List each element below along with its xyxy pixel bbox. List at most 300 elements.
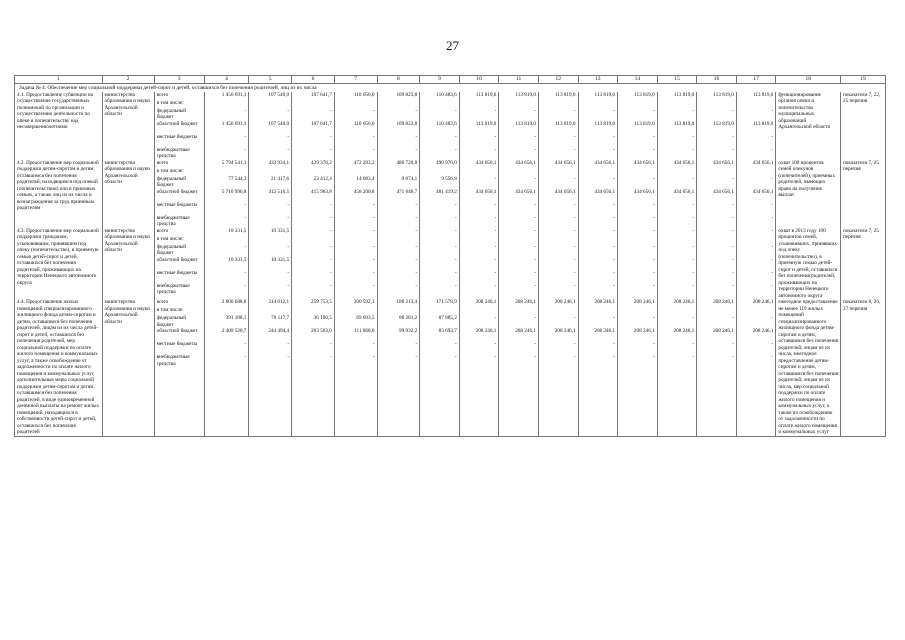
column-number: 13 [578,76,618,84]
funding-amount: 70 117,7 [271,315,290,322]
funding-amount: - [692,146,695,153]
funding-amount: - [372,269,375,276]
funding-amount: - [652,201,655,208]
funding-amount-column [618,299,658,436]
funding-amount [699,168,734,176]
funding-amount: - [573,214,576,221]
funding-amount: - [330,354,332,361]
funding-amount: - [372,146,375,153]
funding-amount: 434 656,1 [713,159,734,166]
funding-amount: - [330,107,332,114]
funding-amount: - [652,269,655,276]
funding-amount: 434 656,1 [633,159,655,166]
funding-amount: - [287,214,290,221]
funding-amount [207,100,247,108]
funding-amount-column [249,160,292,228]
funding-amount: - [415,201,418,208]
funding-amount: 208 246,1 [633,299,655,306]
funding-amount: - [287,243,290,250]
funding-amount: 471 646,7 [396,188,418,195]
funding-amount: 10 331,5 [270,227,290,234]
funding-amount: 434 656,1 [673,159,695,166]
task-title: Задача № 4. Обеспечение мер социальной поддержки детей-сирот и детей, оставшихся без попечения родителей, лиц из их числа [15,83,886,92]
activity-row [15,228,886,300]
funding-amount [581,100,616,108]
funding-amount [207,236,247,244]
funding-source-label: в том числе: [156,99,184,106]
funding-amount: - [287,282,290,289]
funding-amount: - [494,341,497,348]
funding-amount: - [652,243,655,250]
expected-result: охват в 2013 году 100 процентов семей, усыновивших, принявших под опеку (попечительство), в приемную семью детей-сирот и детей, оставшихся без попечения родителей, проживающих на территории Ненецкого автономного округа [776,228,841,300]
activity-row [15,160,886,228]
funding-amount: - [771,201,774,208]
funding-amount: - [455,201,457,208]
funding-amount-column [204,299,249,436]
funding-amount: 69 693,5 [356,315,375,322]
funding-amount: - [330,201,332,208]
column-number: 6 [292,76,335,84]
funding-amount: 200 592,1 [353,299,375,306]
funding-amount [422,168,457,176]
funding-amount: - [771,354,774,361]
funding-amount: 113 819,0 [554,120,576,127]
funding-amount: - [652,256,655,263]
funding-amount [501,168,536,176]
funding-amount: - [415,341,418,348]
funding-amount: 434 656,1 [515,159,536,166]
funding-amount: - [534,315,536,322]
funding-amount: 109 823,8 [396,91,418,98]
funding-amount: 208 246,1 [554,328,576,335]
funding-amount-column [459,228,499,300]
funding-amount: - [613,269,616,276]
funding-amount [581,168,616,176]
funding-amount-column [578,92,618,160]
funding-amount: - [244,269,247,276]
funding-source-label: внебюджетные средства [156,146,190,160]
funding-amount: - [287,341,290,348]
funding-amount-column [204,228,249,300]
funding-amount [462,168,497,176]
funding-amount: 9 074,1 [401,175,418,182]
funding-amount [541,236,576,244]
activity-executor: министерство образования и науки Архангельской области [102,160,154,228]
funding-amount-column [697,160,737,228]
column-number: 15 [657,76,697,84]
funding-amount-column [334,228,377,300]
funding-amount: - [613,107,616,114]
funding-amount: - [771,256,774,263]
funding-amount: 203 563,0 [311,328,332,335]
funding-amount: 107 540,0 [268,91,290,98]
funding-amount: - [573,282,576,289]
funding-amount [699,307,734,315]
column-number: 8 [377,76,420,84]
funding-amount-column [657,299,697,436]
funding-amount-column [420,299,460,436]
funding-amount: - [494,146,497,153]
funding-amount: 208 246,1 [713,328,734,335]
funding-amount: - [244,146,247,153]
funding-amount: 244 494,4 [268,328,290,335]
funding-amount: - [534,341,536,348]
funding-amount: - [692,243,695,250]
funding-amount: - [244,354,247,361]
funding-amount-column [377,160,420,228]
activity-executor: министерство образования и науки Архангельской области [102,228,154,300]
funding-source-label: федеральный бюджет [156,175,187,189]
funding-amount: 434 656,1 [594,159,616,166]
funding-source-label: всего [156,159,169,166]
activity-row [15,92,886,160]
funding-amount-column [249,228,292,300]
funding-amount: - [732,214,734,221]
funding-amount: - [455,354,457,361]
funding-amount: 110 656,0 [353,120,375,127]
funding-amount-column [618,92,658,160]
funding-amount: - [732,315,734,322]
funding-source-label: областной бюджет [156,256,198,263]
funding-amount: - [771,341,774,348]
funding-amount: - [692,282,695,289]
funding-amount: - [771,227,774,234]
funding-sources [154,228,204,300]
column-number: 14 [618,76,658,84]
funding-amount [380,307,418,315]
funding-amount: - [330,256,332,263]
funding-amount: - [494,256,497,263]
funding-amount: 110 656,0 [353,91,375,98]
funding-amount: 113 819,0 [713,120,734,127]
funding-amount: 83 693,7 [438,328,457,335]
funding-amount: - [534,354,536,361]
funding-amount [501,307,536,315]
funding-amount: 10 331,5 [270,256,290,263]
funding-amount: - [732,282,734,289]
funding-amount: 208 246,1 [554,299,576,306]
funding-amount: - [244,243,247,250]
funding-source-label: внебюджетные средства [156,354,190,367]
funding-amount: 415 963,8 [311,188,332,195]
funding-amount [422,236,457,244]
target-indicator: показатели 7, 22, 25 перечня [841,92,886,160]
funding-amount [620,100,655,108]
funding-amount: - [732,201,734,208]
funding-amount-column [618,228,658,300]
funding-amount: 87 885,2 [438,315,457,322]
funding-amount-column [459,299,499,436]
funding-source-label: областной бюджет [156,188,198,195]
funding-amount: - [494,354,497,361]
funding-amount: - [287,146,290,153]
funding-amount-column [420,228,460,300]
funding-amount: 113 819,0 [594,91,616,98]
funding-amount: - [732,133,734,140]
funding-amount: - [455,256,457,263]
funding-amount: - [372,354,375,361]
funding-amount-column [736,92,776,160]
funding-amount: - [771,269,774,276]
funding-amount-column [697,228,737,300]
funding-amount: - [330,227,332,234]
funding-amount: 208 246,1 [673,328,695,335]
funding-amount: - [372,214,375,221]
funding-amount: - [613,282,616,289]
funding-amount: 88 281,2 [399,315,418,322]
funding-source-label: местные бюджеты [156,269,198,276]
funding-amount: 113 819,0 [752,91,774,98]
activity-name: 4.4. Предоставление жилых помещений специализированного жилищного фонда детям-сиротам и детям, оставшимся без попечения родителей, лицам из их числа детей-сирот и детей, оставшихся без попечения родителей, мер социальной поддержки по оплате жилого помещения и коммунальных услуг, а также освобождение от задолженности по оплате жилого помещения и коммунальных услуг, дополнительные меры социальной поддержки детям-сиротам и детям, оставшимся без попечения родителей, в виде единовременной денежной выплаты на ремонт жилых помещений, находящихся в собственности детей-сирот и детей, оставшихся без попечения родителей [15,299,103,436]
funding-amount: - [534,282,536,289]
funding-amount: - [732,227,734,234]
funding-amount: - [244,201,247,208]
funding-amount-column [657,228,697,300]
target-indicator: показатели 7, 25 перечня [841,228,886,300]
funding-amount: - [534,201,536,208]
funding-amount: 113 819,0 [515,91,536,98]
funding-amount: 208 246,1 [752,299,774,306]
funding-source-label: местные бюджеты [156,341,198,348]
funding-amount: - [613,243,616,250]
funding-amount [337,307,375,315]
funding-amount [620,307,655,315]
funding-amount: - [613,201,616,208]
funding-amount-column [499,160,539,228]
funding-amount: 208 246,1 [475,328,497,335]
activity-row [15,299,886,436]
funding-amount-column [578,228,618,300]
column-number: 5 [249,76,292,84]
funding-amount-column [334,160,377,228]
funding-amount [380,236,418,244]
funding-source-label: федеральный бюджет [156,107,187,121]
funding-amount: 458 200,8 [353,188,375,195]
funding-amount: 171 578,9 [436,299,457,306]
funding-amount: - [455,214,457,221]
funding-amount: 434 656,1 [594,188,616,195]
funding-amount [699,236,734,244]
funding-amount-column [377,299,420,436]
funding-amount: - [692,227,695,234]
funding-amount [739,307,774,315]
funding-amount: 10 331,5 [228,256,247,263]
funding-amount: 113 819,0 [752,120,774,127]
funding-amount-column [420,92,460,160]
funding-amount-column [618,160,658,228]
funding-amount: 412 516,5 [268,188,290,195]
funding-amount-column [736,160,776,228]
funding-amount: - [732,175,734,182]
funding-amount [337,100,375,108]
funding-amount: - [692,107,695,114]
funding-amount: - [372,227,375,234]
table-body [15,76,886,437]
funding-amount: 111 868,6 [354,328,375,335]
funding-amount: - [494,315,497,322]
funding-amount: - [613,146,616,153]
column-number: 7 [334,76,377,84]
funding-amount-column [459,160,499,228]
funding-amount: - [771,133,774,140]
funding-amount: - [415,269,418,276]
funding-amount: 113 819,0 [634,91,655,98]
funding-amount: - [652,227,655,234]
funding-amount: 113 819,0 [634,120,655,127]
funding-amount: 391 108,1 [225,315,247,322]
expected-result: ежегодное предоставление не менее 119 жилых помещений специализированного жилищного фонда детям-сиротам и детям, оставшимся без попечения родителей, лицам из их числа, ежегодное предоставление детям-сиротам и детям, оставшимся без попечения родителей, лицам из их числа, мер социальной поддержки по оплате жилого помещения и коммунальных услуг, а также по освобождению от задолженности по оплате жилого помещения и коммунальных услуг [776,299,841,436]
column-number: 19 [841,76,886,84]
funding-amount-column [334,92,377,160]
funding-amount: 36 190,5 [313,315,332,322]
funding-amount: - [372,256,375,263]
funding-amount: 113 819,0 [554,91,576,98]
funding-amount [660,100,695,108]
funding-amount-column [204,92,249,160]
column-number: 9 [420,76,460,84]
funding-amount: 110 483,6 [436,91,457,98]
funding-amount: - [573,341,576,348]
funding-amount-column [420,160,460,228]
task-header-row [15,83,886,92]
funding-amount-column [377,228,420,300]
funding-amount: - [573,201,576,208]
funding-amount: - [330,214,332,221]
funding-amount: - [613,175,616,182]
funding-amount: - [534,214,536,221]
funding-amount: - [732,269,734,276]
funding-amount: - [573,175,576,182]
funding-amount: - [494,175,497,182]
funding-amount: - [415,146,418,153]
funding-amount-column [697,299,737,436]
funding-amount: 433 934,1 [268,159,290,166]
funding-amount: 23 412,4 [313,175,332,182]
funding-amount: - [372,107,375,114]
funding-amount: 113 819,0 [475,91,497,98]
funding-amount: - [732,107,734,114]
funding-amount-column [538,160,578,228]
funding-amount: - [573,107,576,114]
funding-sources [154,160,204,228]
funding-amount: 1 456 691,1 [221,120,247,127]
funding-amount: 434 656,1 [752,188,774,195]
funding-amount: 107 641,7 [311,120,332,127]
funding-amount [337,236,375,244]
funding-amount-column [578,160,618,228]
funding-source-label: в том числе: [156,235,184,242]
funding-amount: - [652,354,655,361]
funding-amount: 113 819,0 [475,120,497,127]
funding-amount-column [459,92,499,160]
funding-amount: - [244,282,247,289]
funding-amount: - [455,243,457,250]
funding-amount [294,168,332,176]
funding-amount: - [732,256,734,263]
funding-source-label: всего [156,299,169,306]
funding-amount: - [330,282,332,289]
funding-amount: 208 246,1 [633,328,655,335]
funding-source-label: в том числе: [156,167,184,174]
funding-amount-column [499,92,539,160]
funding-amount: 472 283,2 [353,159,375,166]
funding-amount [620,168,655,176]
funding-amount: 208 246,1 [594,299,616,306]
funding-amount: - [613,133,616,140]
funding-amount: 208 246,1 [713,299,734,306]
funding-amount: - [372,243,375,250]
funding-amount: - [692,269,695,276]
funding-amount: 208 246,1 [515,299,536,306]
funding-amount-column [736,228,776,300]
funding-amount: - [652,315,655,322]
funding-amount: - [372,282,375,289]
target-indicator: показатели 8, 26, 27 перечня [841,299,886,436]
funding-amount: - [692,214,695,221]
funding-amount-column [538,228,578,300]
funding-amount-column [377,92,420,160]
funding-amount-column [538,92,578,160]
funding-amount: - [415,256,418,263]
column-number: 1 [15,76,103,84]
funding-amount [699,100,734,108]
funding-amount: 208 246,1 [673,299,695,306]
expected-result: функционирование органов опеки и попечительства муниципальных образований Архангельской области [776,92,841,160]
funding-amount: - [494,133,497,140]
funding-amount: - [494,282,497,289]
funding-amount: 434 656,1 [475,159,497,166]
funding-amount: - [287,133,290,140]
funding-amount: 259 753,5 [311,299,332,306]
funding-source-label: всего [156,227,169,234]
funding-source-label: местные бюджеты [156,201,198,208]
funding-source-label: внебюджетные средства [156,214,190,228]
column-number: 12 [538,76,578,84]
column-number-row [15,76,886,84]
column-number: 16 [697,76,737,84]
funding-amount: 107 540,0 [268,120,290,127]
funding-amount-column [292,160,335,228]
funding-amount: - [771,175,774,182]
funding-amount [380,168,418,176]
funding-amount: 2 409 520,7 [221,328,247,335]
funding-amount: - [494,227,497,234]
funding-amount: 113 819,0 [713,91,734,98]
funding-amount: - [732,243,734,250]
target-indicator: показатели 7, 25 перечня [841,160,886,228]
funding-amount: 1 456 691,1 [221,91,247,98]
funding-amount-column [657,160,697,228]
funding-amount: - [692,133,695,140]
funding-source-label: федеральный бюджет [156,243,187,257]
funding-sources [154,92,204,160]
funding-amount [739,168,774,176]
funding-amount: - [732,146,734,153]
funding-amount: 434 656,1 [475,188,497,195]
funding-amount: 110 483,6 [436,120,457,127]
funding-source-label: областной бюджет [156,328,198,335]
funding-amount: - [244,133,247,140]
funding-amount: - [287,201,290,208]
funding-amount: 188 213,4 [396,299,418,306]
funding-amount: - [244,107,247,114]
funding-amount: - [652,146,655,153]
funding-amount [294,307,332,315]
funding-amount: - [573,133,576,140]
funding-amount [541,168,576,176]
funding-amount: - [330,243,332,250]
funding-amount: - [330,341,332,348]
